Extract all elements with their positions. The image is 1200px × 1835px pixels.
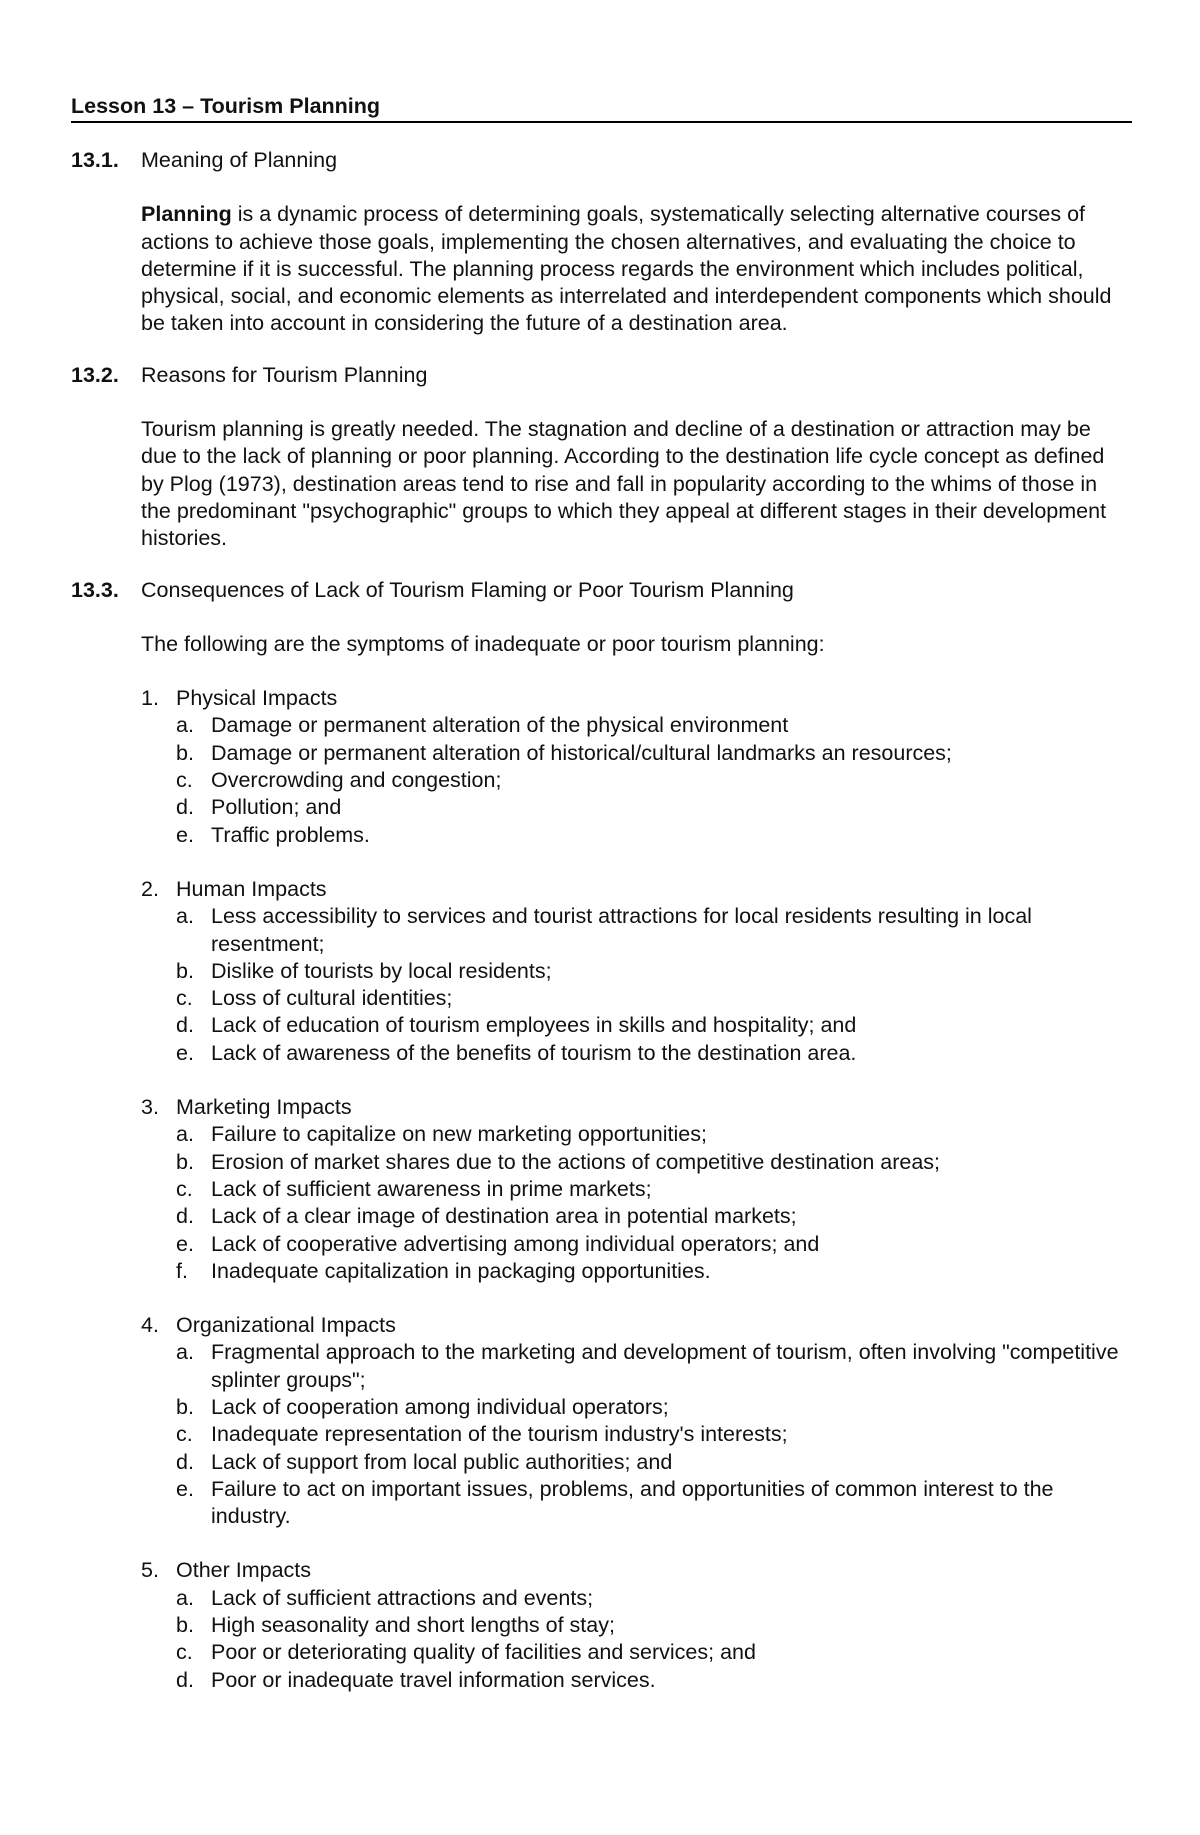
impact-title: Organizational Impacts <box>176 1313 396 1338</box>
list-item <box>176 1231 1132 1258</box>
impact-items <box>176 903 1132 1067</box>
section-number: 13.1. <box>71 148 119 172</box>
list-item <box>176 1667 1132 1694</box>
impact-items <box>176 1121 1132 1285</box>
list-item <box>176 1176 1132 1203</box>
item-letter: f. <box>176 1258 188 1283</box>
section-paragraph <box>141 201 1132 337</box>
item-text: Failure to act on important issues, problems, and opportunities of common interest to the industry. <box>211 1476 1054 1529</box>
item-letter: a. <box>176 1122 194 1147</box>
impact-group <box>141 1094 1132 1285</box>
item-text: Lack of a clear image of destination area in potential markets; <box>211 1204 797 1229</box>
section-body <box>141 577 1132 1694</box>
list-item <box>176 1121 1132 1148</box>
impact-group <box>141 1557 1132 1693</box>
item-letter: b. <box>176 1394 194 1419</box>
item-text: Overcrowding and congestion; <box>211 768 502 793</box>
item-text: Lack of cooperative advertising among individual operators; and <box>211 1231 820 1256</box>
item-letter: c. <box>176 1422 193 1447</box>
item-text: Less accessibility to services and tourist attractions for local residents resulting in local resentment; <box>211 904 1032 956</box>
list-item <box>176 712 1132 739</box>
item-text: Poor or inadequate travel information services. <box>211 1667 656 1692</box>
section-13-3 <box>71 577 1132 1694</box>
section-13-2 <box>71 362 1132 553</box>
impact-group <box>141 685 1132 849</box>
item-text: Lack of education of tourism employees in skills and hospitality; and <box>211 1013 857 1038</box>
item-letter: e. <box>176 822 194 847</box>
list-item <box>176 1012 1132 1039</box>
item-letter: d. <box>176 795 194 820</box>
section-heading: Reasons for Tourism Planning <box>141 362 428 387</box>
impact-title: Human Impacts <box>176 876 327 901</box>
item-letter: a. <box>176 904 194 929</box>
section-heading: Meaning of Planning <box>141 148 338 172</box>
section-number: 13.3. <box>71 577 119 602</box>
impact-number: 5. <box>141 1558 159 1583</box>
item-text: Damage or permanent alteration of the physical environment <box>211 713 789 738</box>
section-paragraph: Tourism planning is greatly needed. The stagnation and decline of a destination or attraction may be due to the lack of planning or poor planning. According to the destination life cycle concept as defined by Plog (1973), destination areas tend to rise and fall in popularity according to the whims of those in the predominant "psychographic" groups to which they appeal at different stages in their development histories. <box>141 417 1107 551</box>
list-item <box>176 1639 1132 1666</box>
item-text: Lack of awareness of the benefits of tourism to the destination area. <box>211 1040 857 1065</box>
item-text: Loss of cultural identities; <box>211 986 453 1011</box>
item-text: Lack of support from local public authorities; and <box>211 1449 673 1474</box>
impact-group <box>141 876 1132 1067</box>
section-number: 13.2. <box>71 362 119 387</box>
impact-number: 3. <box>141 1095 159 1120</box>
impact-group <box>141 1312 1132 1530</box>
impact-items <box>176 1585 1132 1694</box>
item-letter: a. <box>176 1585 194 1610</box>
list-item <box>176 903 1132 958</box>
item-text: Lack of sufficient awareness in prime markets; <box>211 1176 652 1201</box>
item-text: Dislike of tourists by local residents; <box>211 958 552 983</box>
list-item <box>176 1585 1132 1612</box>
impact-items <box>176 1339 1132 1530</box>
list-item <box>176 740 1132 767</box>
item-text: Inadequate representation of the tourism industry's interests; <box>211 1422 788 1447</box>
list-item <box>176 1612 1132 1639</box>
paragraph-text: is a dynamic process of determining goals, systematically selecting alternative courses of actions to achieve those goals, implementing the chosen alternatives, and evaluating the choice to determine if it is successful. The planning process regards the environment which includes political, physical, social, and economic elements as interrelated and interdependent components which should be taken into account in considering the future of a destination area. <box>141 202 1112 336</box>
item-letter: a. <box>176 713 194 738</box>
item-text: Lack of cooperation among individual operators; <box>211 1394 669 1419</box>
item-letter: c. <box>176 1640 193 1665</box>
list-item <box>176 1203 1132 1230</box>
list-item <box>176 1258 1132 1285</box>
impact-title: Physical Impacts <box>176 686 338 711</box>
list-item <box>176 958 1132 985</box>
section-paragraph: The following are the symptoms of inadequate or poor tourism planning: <box>141 631 825 656</box>
impact-number: 2. <box>141 876 159 901</box>
item-letter: d. <box>176 1449 194 1474</box>
item-letter: c. <box>176 768 193 793</box>
item-text: Damage or permanent alteration of historical/cultural landmarks an resources; <box>211 740 952 765</box>
item-letter: b. <box>176 1149 194 1174</box>
lesson-title: Lesson 13 – Tourism Planning <box>71 93 1132 123</box>
list-item <box>176 1149 1132 1176</box>
section-body <box>141 147 1132 338</box>
item-letter: b. <box>176 740 194 765</box>
item-text: Traffic problems. <box>211 822 370 847</box>
item-letter: d. <box>176 1667 194 1692</box>
item-letter: d. <box>176 1013 194 1038</box>
item-letter: c. <box>176 986 193 1011</box>
item-letter: e. <box>176 1040 194 1065</box>
item-text: Erosion of market shares due to the actions of competitive destination areas; <box>211 1149 941 1174</box>
item-letter: e. <box>176 1231 194 1256</box>
list-item <box>176 1449 1132 1476</box>
term-planning: Planning <box>141 202 232 227</box>
item-letter: a. <box>176 1340 194 1365</box>
impact-number: 1. <box>141 686 159 711</box>
list-item <box>176 794 1132 821</box>
list-item <box>176 1421 1132 1448</box>
item-text: Inadequate capitalization in packaging opportunities. <box>211 1258 711 1283</box>
section-13-1 <box>71 147 1132 338</box>
list-item <box>176 985 1132 1012</box>
list-item <box>176 822 1132 849</box>
item-letter: d. <box>176 1204 194 1229</box>
item-letter: e. <box>176 1476 194 1501</box>
impact-number: 4. <box>141 1313 159 1338</box>
list-item <box>176 767 1132 794</box>
item-letter: b. <box>176 958 194 983</box>
impact-title: Marketing Impacts <box>176 1095 352 1120</box>
list-item <box>176 1040 1132 1067</box>
list-item <box>176 1394 1132 1421</box>
impacts-list <box>141 685 1132 1694</box>
impact-items <box>176 712 1132 848</box>
section-heading: Consequences of Lack of Tourism Flaming or Poor Tourism Planning <box>141 577 794 602</box>
list-item <box>176 1339 1132 1394</box>
item-text: Pollution; and <box>211 795 342 820</box>
item-letter: c. <box>176 1176 193 1201</box>
impact-title: Other Impacts <box>176 1558 312 1583</box>
item-letter: b. <box>176 1613 194 1638</box>
item-text: Fragmental approach to the marketing and development of tourism, often involving "competitive splinter groups"; <box>211 1340 1119 1392</box>
list-item <box>176 1476 1132 1531</box>
item-text: Failure to capitalize on new marketing opportunities; <box>211 1122 707 1147</box>
item-text: High seasonality and short lengths of stay; <box>211 1613 615 1638</box>
section-body <box>141 362 1132 553</box>
item-text: Poor or deteriorating quality of facilities and services; and <box>211 1640 756 1665</box>
item-text: Lack of sufficient attractions and events; <box>211 1585 594 1610</box>
document-page <box>71 93 1132 1721</box>
